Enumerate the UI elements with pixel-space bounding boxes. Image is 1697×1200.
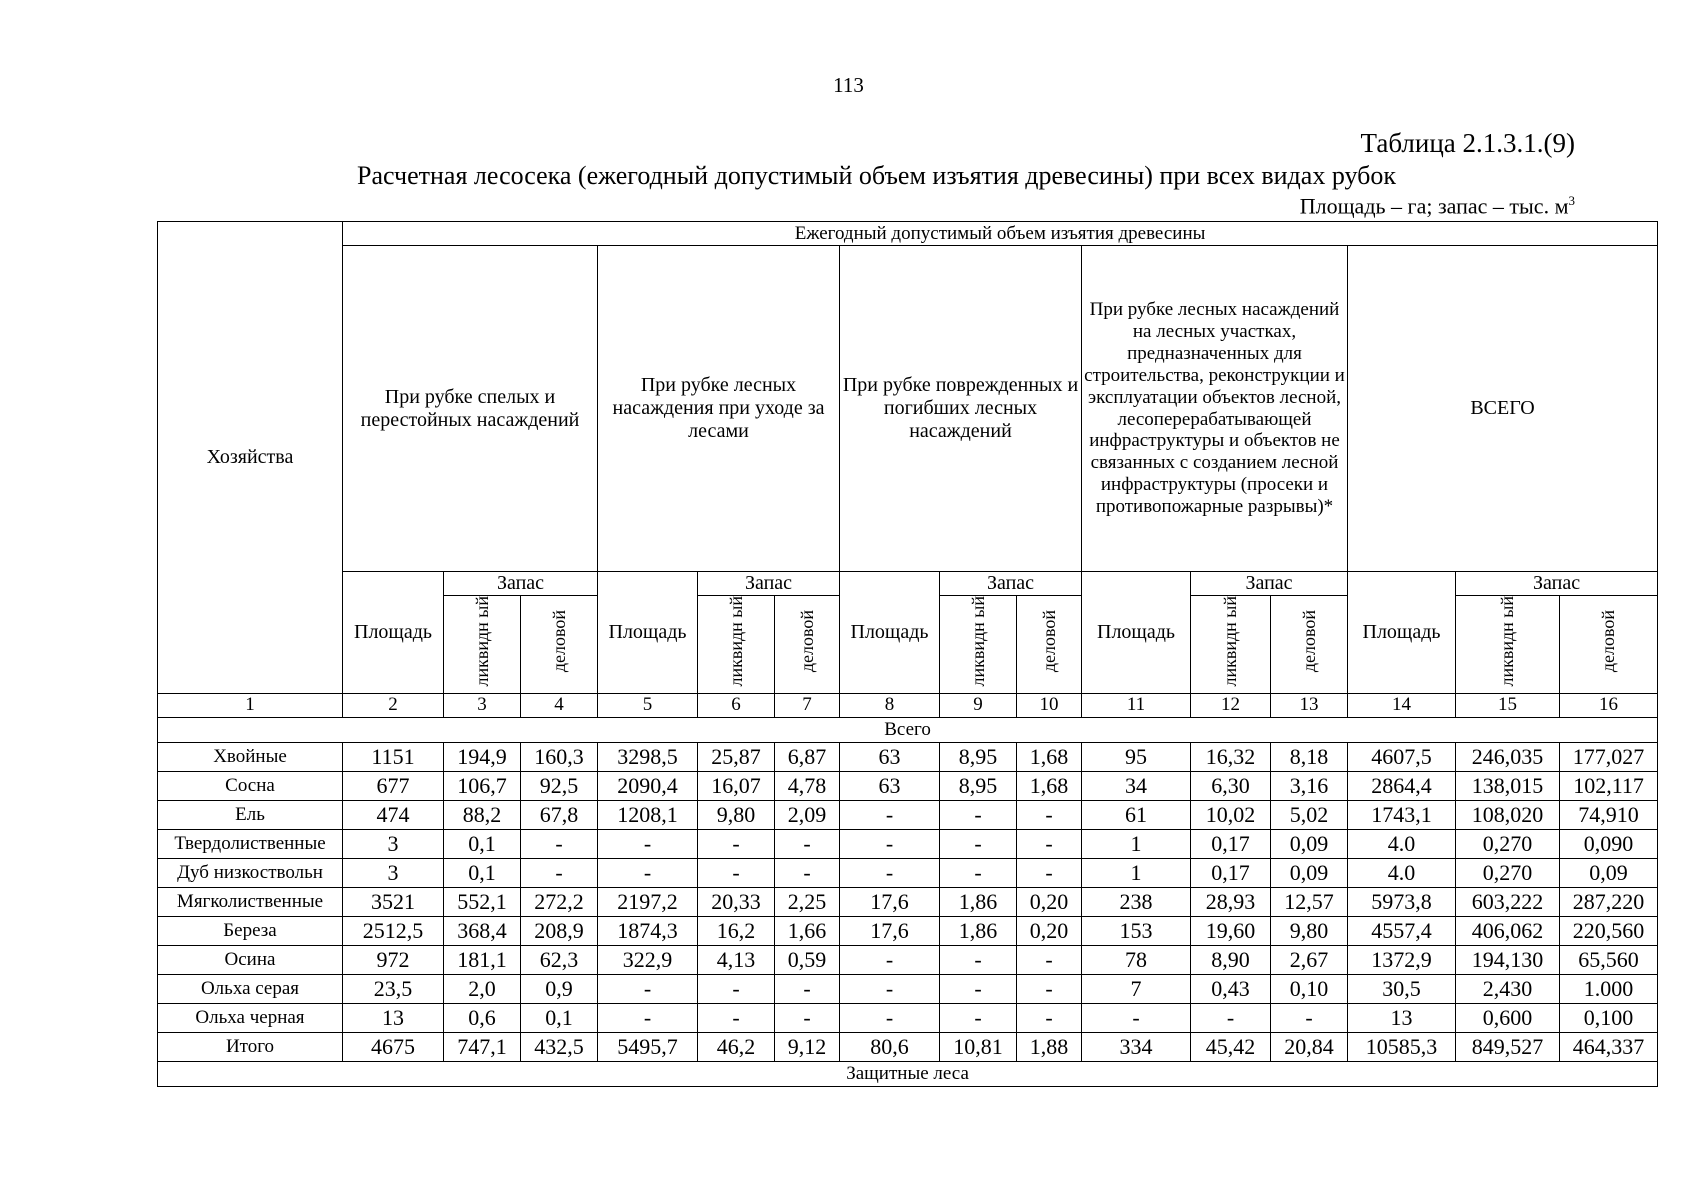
table-cell: 181,1: [444, 945, 521, 974]
table-cell: 677: [343, 771, 444, 800]
row-name: Итого: [158, 1032, 343, 1061]
table-cell: 17,6: [840, 916, 940, 945]
table-cell: 474: [343, 800, 444, 829]
table-cell: 23,5: [343, 974, 444, 1003]
commercial-header-cell: [1017, 596, 1082, 694]
table-cell: 972: [343, 945, 444, 974]
units-superscript: 3: [1568, 193, 1575, 208]
table-cell: 19,60: [1191, 916, 1271, 945]
table-cell: 1,68: [1017, 742, 1082, 771]
table-cell: 0,43: [1191, 974, 1271, 1003]
table-cell: 65,560: [1560, 945, 1658, 974]
table-cell: 25,87: [698, 742, 775, 771]
table-cell: 9,80: [698, 800, 775, 829]
harvest-table: [157, 221, 1658, 1087]
table-cell: 10,02: [1191, 800, 1271, 829]
table-cell: 0,6: [444, 1003, 521, 1032]
table-row: [158, 771, 1658, 800]
table-cell: -: [598, 858, 698, 887]
table-row: [158, 742, 1658, 771]
area-header: Площадь: [598, 572, 698, 694]
table-cell: -: [840, 1003, 940, 1032]
table-cell: -: [775, 858, 840, 887]
section-row: [158, 717, 1658, 742]
table-cell: -: [598, 1003, 698, 1032]
table-cell: -: [521, 829, 598, 858]
table-cell: 34: [1082, 771, 1191, 800]
table-cell: -: [1271, 1003, 1348, 1032]
table-cell: 177,027: [1560, 742, 1658, 771]
table-cell: 208,9: [521, 916, 598, 945]
table-cell: 4,13: [698, 945, 775, 974]
table-cell: 16,2: [698, 916, 775, 945]
row-name: Твердолиственные: [158, 829, 343, 858]
liquid-header: ликвидн ый: [1220, 596, 1241, 687]
table-cell: -: [1017, 945, 1082, 974]
group-damaged-header: При рубке поврежденных и погибших лесных насаждений: [840, 246, 1082, 572]
table-cell: 1208,1: [598, 800, 698, 829]
table-cell: 1,66: [775, 916, 840, 945]
table-cell: 406,062: [1456, 916, 1560, 945]
table-row: [158, 945, 1658, 974]
table-cell: 0,090: [1560, 829, 1658, 858]
table-cell: 160,3: [521, 742, 598, 771]
table-cell: 2,25: [775, 887, 840, 916]
table-cell: -: [940, 945, 1017, 974]
table-row: [158, 1003, 1658, 1032]
column-number: 16: [1560, 693, 1658, 717]
table-cell: 62,3: [521, 945, 598, 974]
stock-header: Запас: [1456, 572, 1658, 596]
table-cell: 8,95: [940, 742, 1017, 771]
area-header: Площадь: [840, 572, 940, 694]
table-cell: 194,9: [444, 742, 521, 771]
commercial-header: деловой: [1298, 610, 1319, 673]
table-cell: 63: [840, 742, 940, 771]
table-id: Таблица 2.1.3.1.(9): [1360, 128, 1575, 158]
table-cell: 45,42: [1191, 1032, 1271, 1061]
table-cell: 108,020: [1456, 800, 1560, 829]
table-cell: -: [521, 858, 598, 887]
column-number: 8: [840, 693, 940, 717]
table-cell: 5973,8: [1348, 887, 1456, 916]
table-cell: -: [840, 945, 940, 974]
column-number: 2: [343, 693, 444, 717]
table-cell: 0,17: [1191, 829, 1271, 858]
table-cell: 849,527: [1456, 1032, 1560, 1061]
table-cell: -: [698, 829, 775, 858]
table-cell: 0,20: [1017, 887, 1082, 916]
row-name: Ель: [158, 800, 343, 829]
table-cell: -: [840, 800, 940, 829]
liquid-header-cell: [1191, 596, 1271, 694]
table-cell: -: [698, 974, 775, 1003]
annual-volume-header: Ежегодный допустимый объем изъятия древесины: [343, 222, 1658, 246]
table-cell: 17,6: [840, 887, 940, 916]
column-number: 4: [521, 693, 598, 717]
table-cell: 46,2: [698, 1032, 775, 1061]
table-cell: 0,09: [1271, 858, 1348, 887]
table-cell: -: [840, 829, 940, 858]
table-cell: 1372,9: [1348, 945, 1456, 974]
table-cell: 0,59: [775, 945, 840, 974]
table-cell: -: [1017, 1003, 1082, 1032]
column-number: 9: [940, 693, 1017, 717]
group-total-header: ВСЕГО: [1348, 246, 1658, 572]
column-number: 10: [1017, 693, 1082, 717]
stock-header: Запас: [444, 572, 598, 596]
table-cell: 80,6: [840, 1032, 940, 1061]
column-number: 11: [1082, 693, 1191, 717]
table-cell: -: [840, 858, 940, 887]
row-name: Хвойные: [158, 742, 343, 771]
table-cell: 8,90: [1191, 945, 1271, 974]
table-cell: -: [698, 858, 775, 887]
units-text: Площадь – га; запас – тыс. м: [1299, 193, 1569, 219]
table-cell: 1874,3: [598, 916, 698, 945]
table-cell: 0,100: [1560, 1003, 1658, 1032]
row-name: Осина: [158, 945, 343, 974]
commercial-header: деловой: [1598, 610, 1619, 673]
row-name: Береза: [158, 916, 343, 945]
table-cell: 5,02: [1271, 800, 1348, 829]
table-cell: 67,8: [521, 800, 598, 829]
group-mature-header: При рубке спелых и перестойных насаждений: [343, 246, 598, 572]
table-cell: 0,10: [1271, 974, 1348, 1003]
table-cell: 0,09: [1271, 829, 1348, 858]
liquid-header-cell: [444, 596, 521, 694]
table-cell: 3: [343, 858, 444, 887]
farms-header: Хозяйства: [158, 222, 343, 694]
table-body: [158, 717, 1658, 1086]
table-cell: 368,4: [444, 916, 521, 945]
table-cell: 0,1: [444, 829, 521, 858]
table-cell: 1.000: [1560, 974, 1658, 1003]
table-cell: 138,015: [1456, 771, 1560, 800]
table-cell: -: [840, 974, 940, 1003]
table-cell: 4.0: [1348, 829, 1456, 858]
table-cell: 334: [1082, 1032, 1191, 1061]
liquid-header-cell: [940, 596, 1017, 694]
area-header: Площадь: [1082, 572, 1191, 694]
table-cell: 246,035: [1456, 742, 1560, 771]
column-number: 5: [598, 693, 698, 717]
table-cell: 13: [1348, 1003, 1456, 1032]
table-cell: 20,84: [1271, 1032, 1348, 1061]
table-cell: 0,17: [1191, 858, 1271, 887]
table-cell: 1,68: [1017, 771, 1082, 800]
column-number: 1: [158, 693, 343, 717]
table-cell: 63: [840, 771, 940, 800]
row-name: Сосна: [158, 771, 343, 800]
table-cell: 1743,1: [1348, 800, 1456, 829]
commercial-header-cell: [521, 596, 598, 694]
column-number: 13: [1271, 693, 1348, 717]
table-cell: -: [1082, 1003, 1191, 1032]
table-cell: -: [1017, 858, 1082, 887]
table-cell: -: [1017, 974, 1082, 1003]
commercial-header: деловой: [548, 610, 569, 673]
table-cell: 1151: [343, 742, 444, 771]
liquid-header: ликвидн ый: [725, 596, 746, 687]
table-cell: 13: [343, 1003, 444, 1032]
table-cell: 92,5: [521, 771, 598, 800]
table-cell: -: [940, 974, 1017, 1003]
table-cell: 16,32: [1191, 742, 1271, 771]
table-cell: 74,910: [1560, 800, 1658, 829]
table-cell: 2,09: [775, 800, 840, 829]
table-row: [158, 858, 1658, 887]
row-name: Ольха черная: [158, 1003, 343, 1032]
table-row: [158, 800, 1658, 829]
table-cell: 4607,5: [1348, 742, 1456, 771]
column-number: 3: [444, 693, 521, 717]
table-cell: 220,560: [1560, 916, 1658, 945]
table-cell: 4,78: [775, 771, 840, 800]
area-header: Площадь: [1348, 572, 1456, 694]
table-cell: 102,117: [1560, 771, 1658, 800]
table-cell: 16,07: [698, 771, 775, 800]
table-cell: -: [775, 829, 840, 858]
table-cell: 1,86: [940, 916, 1017, 945]
table-cell: 1,88: [1017, 1032, 1082, 1061]
table-cell: 3521: [343, 887, 444, 916]
table-cell: 5495,7: [598, 1032, 698, 1061]
row-name: Ольха серая: [158, 974, 343, 1003]
table-cell: 603,222: [1456, 887, 1560, 916]
table-cell: 272,2: [521, 887, 598, 916]
table-cell: -: [940, 1003, 1017, 1032]
table-cell: 1: [1082, 829, 1191, 858]
table-cell: 552,1: [444, 887, 521, 916]
table-cell: 8,18: [1271, 742, 1348, 771]
table-cell: -: [775, 974, 840, 1003]
table-cell: 0,270: [1456, 829, 1560, 858]
table-cell: 78: [1082, 945, 1191, 974]
table-cell: 0,9: [521, 974, 598, 1003]
table-cell: -: [940, 829, 1017, 858]
table-cell: 2,67: [1271, 945, 1348, 974]
table-cell: 238: [1082, 887, 1191, 916]
table-cell: 106,7: [444, 771, 521, 800]
table-cell: -: [598, 829, 698, 858]
table-cell: 2864,4: [1348, 771, 1456, 800]
table-cell: 3,16: [1271, 771, 1348, 800]
group-care-header: При рубке лесных насаждения при уходе за лесами: [598, 246, 840, 572]
table-cell: 747,1: [444, 1032, 521, 1061]
table-row: [158, 974, 1658, 1003]
row-name: Дуб низкоствольн: [158, 858, 343, 887]
liquid-header: ликвидн ый: [471, 596, 492, 687]
commercial-header-cell: [1560, 596, 1658, 694]
liquid-header: ликвидн ый: [967, 596, 988, 687]
table-cell: 9,12: [775, 1032, 840, 1061]
liquid-header-cell: [1456, 596, 1560, 694]
page-number: 113: [833, 73, 864, 97]
row-name: Мягколиственные: [158, 887, 343, 916]
table-cell: 322,9: [598, 945, 698, 974]
table-cell: 153: [1082, 916, 1191, 945]
table-cell: 0,1: [521, 1003, 598, 1032]
group-construction-header: При рубке лесных насаждений на лесных участках, предназначенных для строительства, реконструкции и эксплуатации объектов лесной, лесоперерабатывающей инфраструктуры и объектов не связанных с созданием лесной инфраструктуры (просеки и противопожарные разрывы)*: [1082, 246, 1348, 572]
column-numbers-row: [158, 693, 1658, 717]
table-cell: 2,430: [1456, 974, 1560, 1003]
table-cell: 8,95: [940, 771, 1017, 800]
table-cell: 2,0: [444, 974, 521, 1003]
table-row: [158, 829, 1658, 858]
column-number: 15: [1456, 693, 1560, 717]
area-header: Площадь: [343, 572, 444, 694]
table-cell: 88,2: [444, 800, 521, 829]
liquid-header: ликвидн ый: [1497, 596, 1518, 687]
table-cell: -: [598, 974, 698, 1003]
table-cell: 4675: [343, 1032, 444, 1061]
stock-header: Запас: [698, 572, 840, 596]
stock-header: Запас: [940, 572, 1082, 596]
commercial-header: деловой: [796, 610, 817, 673]
column-number: 6: [698, 693, 775, 717]
table-row: [158, 916, 1658, 945]
table-cell: 4557,4: [1348, 916, 1456, 945]
table-cell: -: [940, 800, 1017, 829]
table-cell: 1: [1082, 858, 1191, 887]
section-title: Защитные леса: [158, 1061, 1658, 1086]
table-cell: 287,220: [1560, 887, 1658, 916]
table-cell: 2090,4: [598, 771, 698, 800]
section-row: [158, 1061, 1658, 1086]
table-cell: -: [775, 1003, 840, 1032]
table-cell: 3298,5: [598, 742, 698, 771]
commercial-header-cell: [1271, 596, 1348, 694]
column-number: 12: [1191, 693, 1271, 717]
document-title: Расчетная лесосека (ежегодный допустимый объем изъятия древесины) при всех видах рубок: [357, 161, 1396, 190]
section-title: Всего: [158, 717, 1658, 742]
table-cell: 7: [1082, 974, 1191, 1003]
table-row: [158, 887, 1658, 916]
table-cell: 0,20: [1017, 916, 1082, 945]
stock-header: Запас: [1191, 572, 1348, 596]
table-cell: 12,57: [1271, 887, 1348, 916]
table-cell: 10585,3: [1348, 1032, 1456, 1061]
total-row: [158, 1032, 1658, 1061]
column-number: 14: [1348, 693, 1456, 717]
table-cell: 61: [1082, 800, 1191, 829]
liquid-header-cell: [698, 596, 775, 694]
table-cell: 28,93: [1191, 887, 1271, 916]
table-cell: 1,86: [940, 887, 1017, 916]
commercial-header-cell: [775, 596, 840, 694]
table-cell: -: [698, 1003, 775, 1032]
table-cell: 10,81: [940, 1032, 1017, 1061]
units-note: [1300, 193, 1575, 219]
table-cell: -: [1017, 800, 1082, 829]
table-cell: 0,09: [1560, 858, 1658, 887]
table-cell: -: [1017, 829, 1082, 858]
table-cell: 432,5: [521, 1032, 598, 1061]
table-cell: 194,130: [1456, 945, 1560, 974]
table-cell: 6,30: [1191, 771, 1271, 800]
table-cell: 6,87: [775, 742, 840, 771]
table-cell: 464,337: [1560, 1032, 1658, 1061]
table-cell: 30,5: [1348, 974, 1456, 1003]
table-cell: 2197,2: [598, 887, 698, 916]
table-cell: 20,33: [698, 887, 775, 916]
table-cell: 2512,5: [343, 916, 444, 945]
column-number: 7: [775, 693, 840, 717]
table-cell: 3: [343, 829, 444, 858]
table-cell: -: [1191, 1003, 1271, 1032]
table-cell: 0,270: [1456, 858, 1560, 887]
table-cell: 4.0: [1348, 858, 1456, 887]
table-cell: 0,600: [1456, 1003, 1560, 1032]
table-cell: 9,80: [1271, 916, 1348, 945]
commercial-header: деловой: [1038, 610, 1059, 673]
table-cell: -: [940, 858, 1017, 887]
table-cell: 0,1: [444, 858, 521, 887]
table-cell: 95: [1082, 742, 1191, 771]
